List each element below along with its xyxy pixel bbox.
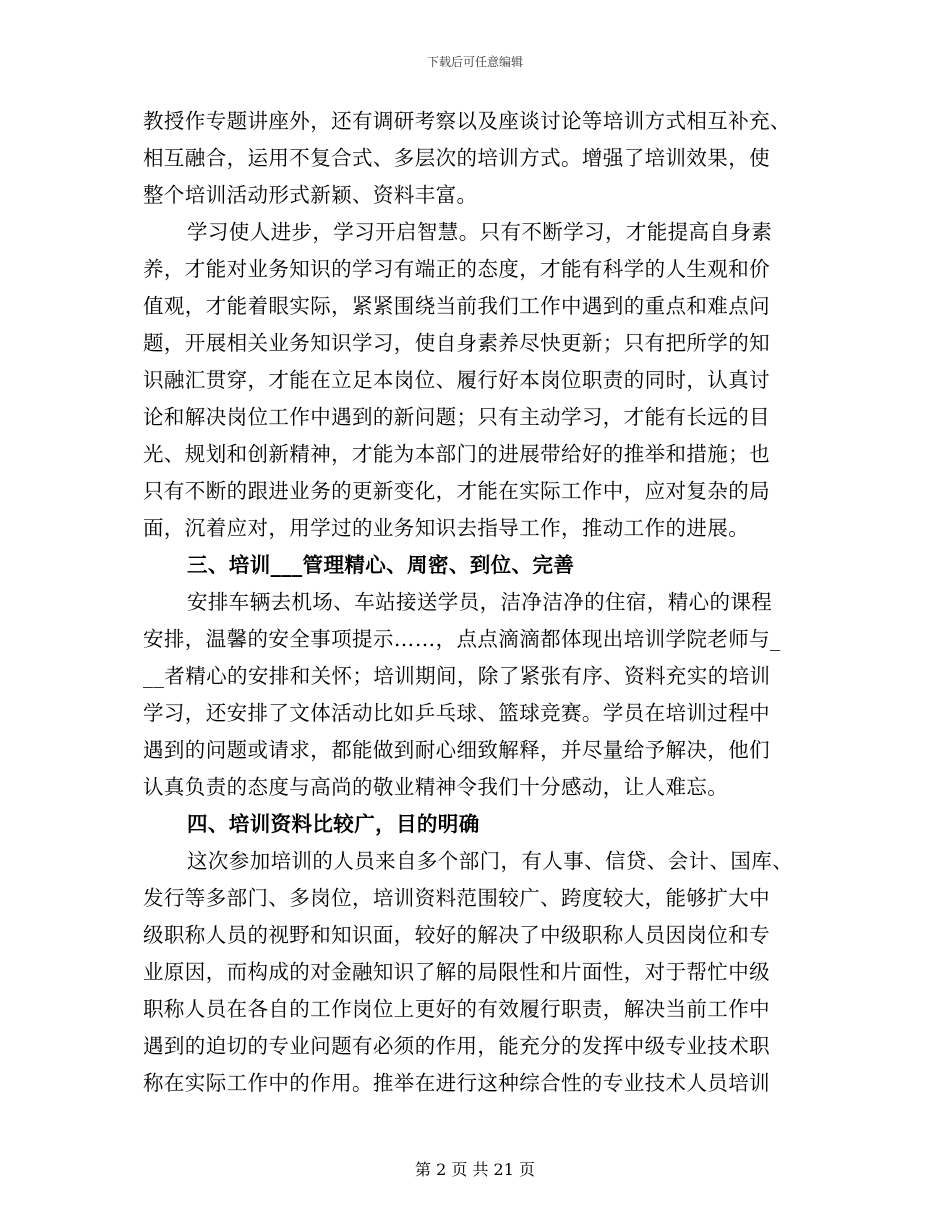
body-line: 识融汇贯穿，才能在立足本岗位、履行好本岗位职责的同时，认真讨 (143, 368, 770, 392)
body-line: 遇到的迫切的专业问题有必须的作用，能充分的发挥中级专业技术职 (143, 1034, 770, 1058)
paragraph-start-line: 学习使人进步，学习开启智慧。只有不断学习，才能提高自身素 (187, 220, 773, 244)
body-line: 光、规划和创新精神，才能为本部门的进展带给好的推举和措施；也 (143, 442, 770, 466)
section-heading-3: 三、培训___管理精心、周密、到位、完善 (187, 553, 575, 577)
body-line: 发行等多部门、多岗位，培训资料范围较广、跨度较大，能够扩大中 (143, 886, 770, 910)
page-header: 下载后可任意编辑 (426, 55, 523, 69)
body-line: 相互融合，运用不复合式、多层次的培训方式。增强了培训效果，使 (143, 146, 770, 170)
body-line: 安排，温馨的安全事项提示……，点点滴滴都体现出培训学院老师与_ (143, 627, 781, 651)
document-body (143, 103, 807, 1102)
paragraph-start-line: 安排车辆去机场、车站接送学员，洁净洁净的住宿，精心的课程 (187, 590, 773, 614)
body-line: __者精心的安排和关怀；培训期间，除了紧张有序、资料充实的培训 (143, 664, 771, 688)
section-heading-4: 四、培训资料比较广，目的明确 (187, 812, 480, 836)
body-line: 值观，才能着眼实际，紧紧围绕当前我们工作中遇到的重点和难点问 (143, 294, 770, 318)
body-line: 论和解决岗位工作中遇到的新问题；只有主动学习，才能有长远的目 (143, 405, 770, 429)
body-line: 认真负责的态度与高尚的敬业精神令我们十分感动，让人难忘。 (143, 775, 729, 799)
body-line: 称在实际工作中的作用。推举在进行这种综合性的专业技术人员培训 (143, 1071, 770, 1095)
body-line: 职称人员在各自的工作岗位上更好的有效履行职责，解决当前工作中 (143, 997, 770, 1021)
body-line: 级职称人员的视野和知识面，较好的解决了中级职称人员因岗位和专 (143, 923, 770, 947)
page-number: 第 2 页 共 21 页 (415, 1160, 535, 1179)
body-line: 只有不断的跟进业务的更新变化，才能在实际工作中，应对复杂的局 (143, 479, 770, 503)
body-line: 业原因，而构成的对金融知识了解的局限性和片面性，对于帮忙中级 (143, 960, 770, 984)
body-line: 学习，还安排了文体活动比如乒乓球、篮球竞赛。学员在培训过程中 (143, 701, 770, 725)
body-line: 遇到的问题或请求，都能做到耐心细致解释，并尽量给予解决，他们 (143, 738, 770, 762)
body-line: 教授作专题讲座外，还有调研考察以及座谈讨论等培训方式相互补充、 (143, 109, 791, 133)
body-line: 整个培训活动形式新颖、资料丰富。 (143, 183, 478, 207)
paragraph-start-line: 这次参加培训的人员来自多个部门，有人事、信贷、会计、国库、 (187, 849, 794, 873)
body-line: 题，开展相关业务知识学习，使自身素养尽快更新；只有把所学的知 (143, 331, 770, 355)
body-line: 养，才能对业务知识的学习有端正的态度，才能有科学的人生观和价 (143, 257, 770, 281)
body-line: 面，沉着应对，用学过的业务知识去指导工作，推动工作的进展。 (143, 516, 750, 540)
